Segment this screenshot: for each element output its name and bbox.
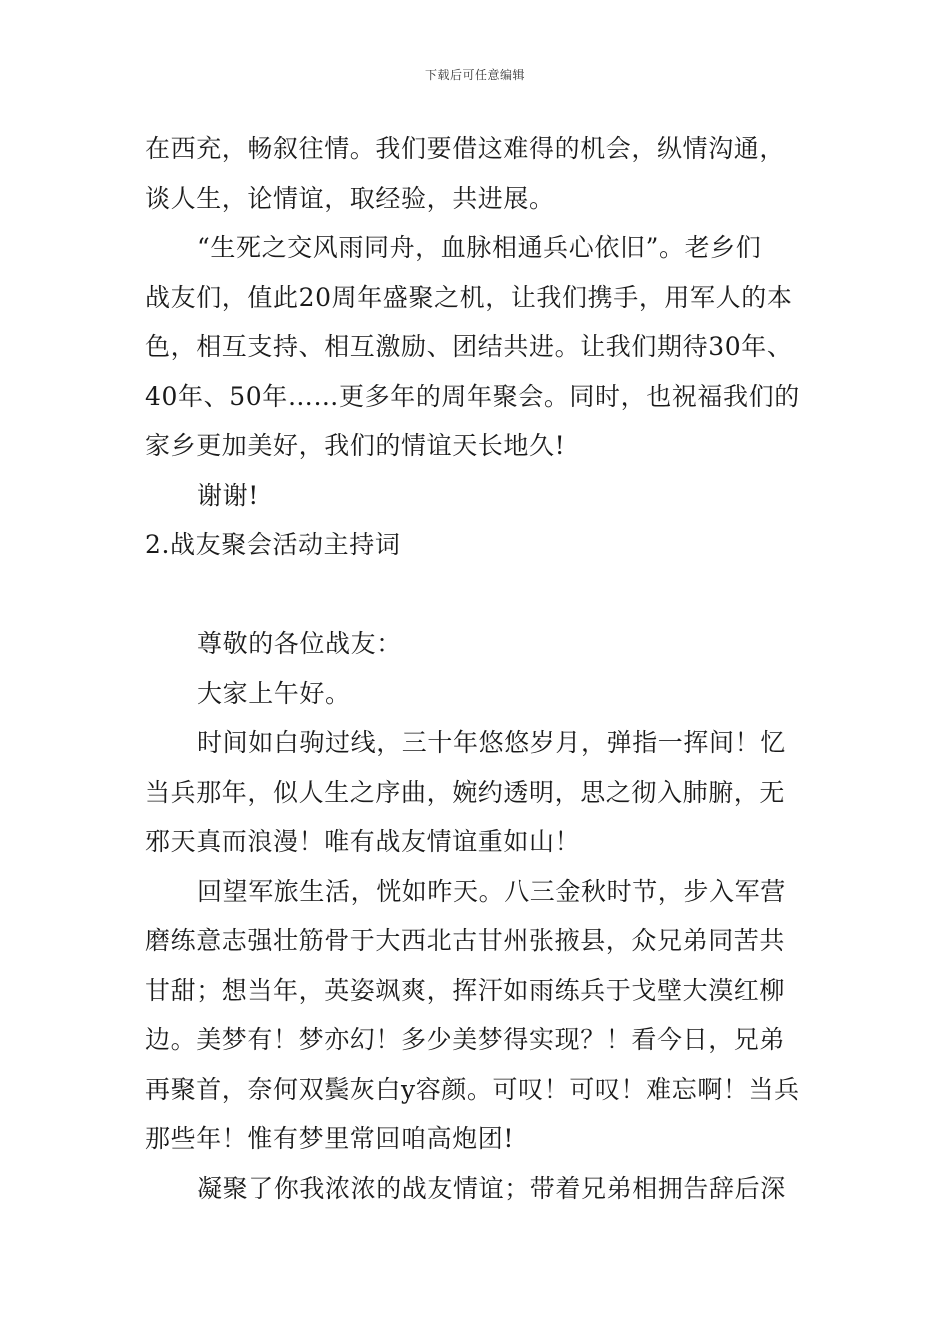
- paragraph-start: 凝聚了你我浓浓的战友情谊；带着兄弟相拥告辞后深: [197, 1173, 786, 1203]
- text-line: 磨练意志强壮筋骨于大西北古甘州张掖县，众兄弟同苦共: [145, 926, 786, 955]
- page-header: 下载后可任意编辑: [424, 68, 525, 82]
- text-line: 再聚首，奈何双鬓灰白y容颜。可叹！可叹！难忘啊！当兵: [145, 1074, 800, 1104]
- text-line: 边。美梦有！梦亦幻！多少美梦得实现？！看今日，兄弟: [145, 1025, 786, 1054]
- text-line: 邪天真而浪漫！唯有战友情谊重如山！: [145, 827, 581, 856]
- thanks-line: 谢谢!: [197, 480, 259, 510]
- text-line: 家乡更加美好，我们的情谊天长地久!: [145, 431, 566, 460]
- text-line: 在西充，畅叙往情。我们要借这难得的机会，纵情沟通，: [145, 134, 786, 163]
- text-line: 色，相互支持、相互激励、团结共进。让我们期待30年、: [145, 332, 793, 361]
- greeting: 大家上午好。: [197, 678, 351, 708]
- salutation: 尊敬的各位战友：: [197, 629, 402, 658]
- section-heading: 2.战友聚会活动主持词: [145, 530, 401, 559]
- text-line: 谈人生，论情谊，取经验，共进展。: [145, 183, 555, 213]
- text-line: 战友们，值此20周年盛聚之机，让我们携手，用军人的本: [145, 282, 793, 312]
- text-line: 甘甜；想当年，英姿飒爽，挥汗如雨练兵于戈壁大漠红柳: [145, 975, 786, 1005]
- paragraph-start: 回望军旅生活，恍如昨天。八三金秋时节，步入军营: [197, 876, 786, 906]
- document-body: [145, 124, 813, 1213]
- text-line: 当兵那年，似人生之序曲，婉约透明，思之彻入肺腑，无: [145, 777, 786, 807]
- text-line: 那些年！惟有梦里常回咱高炮团!: [145, 1124, 515, 1153]
- blank-line: [145, 570, 813, 620]
- text-line: 40年、50年……更多年的周年聚会。同时，也祝福我们的: [145, 381, 800, 411]
- paragraph-start: “生死之交风雨同舟，血脉相通兵心依旧”。老乡们: [197, 233, 762, 262]
- paragraph-start: 时间如白驹过线，三十年悠悠岁月，弹指一挥间！忆: [197, 728, 786, 757]
